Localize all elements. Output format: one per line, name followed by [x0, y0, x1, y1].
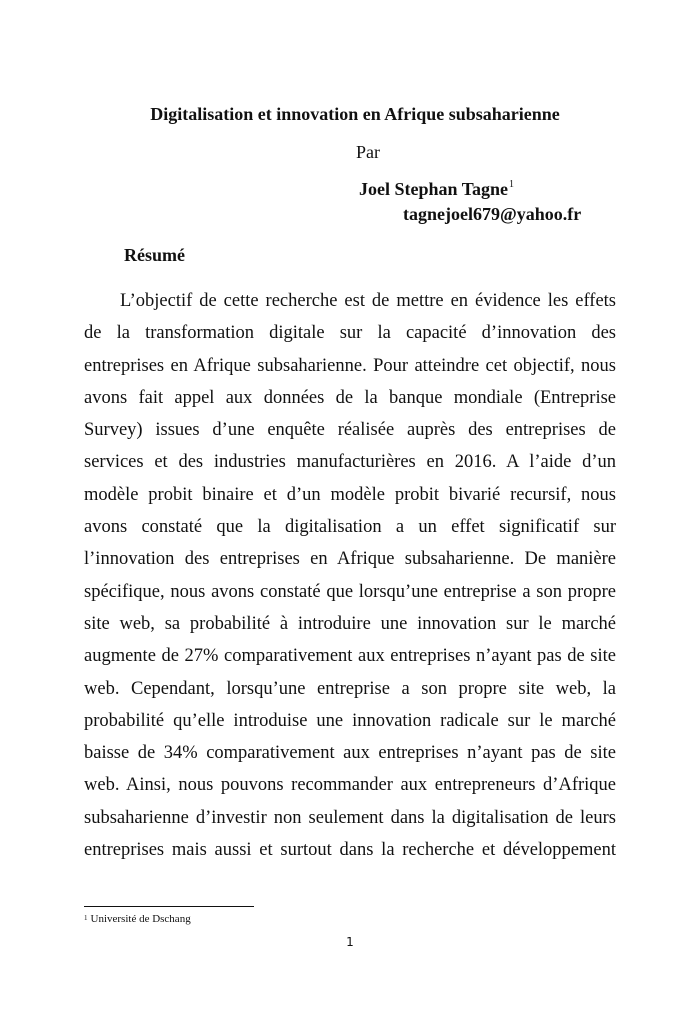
author-footnote-mark: 1	[509, 179, 515, 190]
author-name: Joel Stephan Tagne	[359, 179, 509, 199]
abstract-line: avons fait appel aux données de la banque mondiale (Entreprise	[84, 387, 616, 408]
abstract-line: spécifique, nous avons constaté que lorsqu’une entreprise a son propre	[84, 581, 616, 602]
footnote	[84, 912, 191, 926]
abstract-line: baisse de 34% comparativement aux entreprises n’ayant pas de site	[84, 743, 616, 764]
byline: Par	[356, 142, 380, 162]
abstract-line: web. Ainsi, nous pouvons recommander aux entrepreneurs d’Afrique	[84, 775, 616, 796]
footnote-text: Université de Dschang	[90, 913, 191, 925]
abstract-line: entreprises en Afrique subsaharienne. Pour atteindre cet objectif, nous	[84, 355, 616, 376]
abstract-line: modèle probit binaire et d’un modèle probit bivarié recursif, nous	[84, 484, 616, 505]
page-number: 1	[346, 935, 354, 949]
abstract-line: entreprises mais aussi et surtout dans la recherche et développement	[84, 840, 616, 861]
footnote-mark: 1	[84, 914, 88, 922]
abstract-line: de la transformation digitale sur la capacité d’innovation des	[84, 323, 616, 344]
abstract-line: services et des industries manufacturières en 2016. A l’aide d’un	[84, 452, 616, 473]
abstract-line: subsaharienne d’investir non seulement dans la digitalisation de leurs	[84, 807, 616, 828]
abstract-line: avons constaté que la digitalisation a un effet significatif sur	[84, 517, 616, 538]
abstract-line: Survey) issues d’une enquête réalisée auprès des entreprises de	[84, 420, 616, 441]
footnote-divider	[84, 906, 254, 907]
abstract-line: l’innovation des entreprises en Afrique subsaharienne. De manière	[84, 549, 616, 570]
author-block	[359, 178, 514, 200]
author-email: tagnejoel679@yahoo.fr	[403, 204, 582, 224]
abstract-line: L’objectif de cette recherche est de mettre en évidence les effets	[120, 291, 616, 311]
abstract-line: augmente de 27% comparativement aux entreprises n’ayant pas de site	[84, 646, 616, 667]
abstract-line: site web, sa probabilité à introduire une innovation sur le marché	[84, 613, 616, 634]
abstract-body	[84, 285, 616, 866]
abstract-line: probabilité qu’elle introduise une innovation radicale sur le marché	[84, 710, 616, 731]
paper-title: Digitalisation et innovation en Afrique subsaharienne	[150, 104, 560, 124]
abstract-line: web. Cependant, lorsqu’une entreprise a son propre site web, la	[84, 678, 616, 699]
abstract-heading: Résumé	[124, 245, 185, 265]
